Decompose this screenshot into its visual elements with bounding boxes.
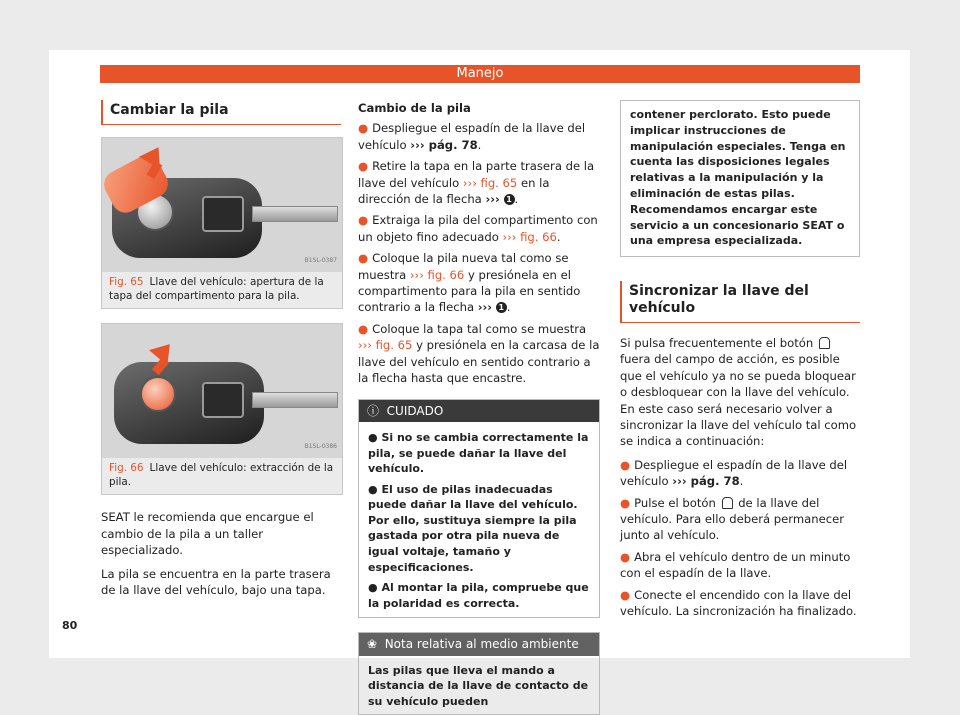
section-title-sincronizar: Sincronizar la llave del vehículo (620, 281, 860, 323)
bullet-text: Despliegue el espadín de la llave del vehículo (358, 121, 586, 152)
lock-icon (819, 337, 830, 349)
figure-code: B1SL-0386 (304, 443, 337, 450)
figure-66-image (102, 324, 342, 458)
caution-item (368, 430, 590, 477)
figure-65-image (102, 138, 342, 272)
caution-item (368, 482, 590, 576)
bullet-icon: ● (368, 430, 382, 444)
bullet-text: Coloque la pila nueva tal como se muestra (358, 251, 569, 282)
bullet-icon: ● (358, 159, 369, 174)
column-2 (358, 100, 600, 715)
bullet-text: en la dirección de la flecha (358, 175, 550, 207)
bullet-text: de la llave del vehículo. Para ello deberá permanecer junto al vehículo. (620, 495, 845, 543)
figure-65-caption-text: Llave del vehículo: apertura de la tapa del compartimento para la pila. (109, 276, 324, 302)
bullet-item (620, 495, 860, 544)
bullet-item: ● Extraiga la pila del compartimento con un objeto fino adecuado ››› fig. 66. (358, 213, 598, 244)
paragraph (620, 335, 860, 450)
figure-reference[interactable]: ››› fig. 66 (409, 267, 465, 282)
bullet-text: y presiónela en la carcasa de la llave del vehículo en sentido contrario a la flecha hasta que encastre. (358, 338, 600, 386)
key-blade-shape (252, 392, 338, 408)
bullet-text: Abra el vehículo dentro de un minuto con el espadín de la llave. (620, 549, 851, 581)
page-reference[interactable]: ››› pág. 78 (672, 474, 740, 489)
figure-code: B1SL-0387 (304, 257, 337, 264)
caution-icon: ⓘ (367, 403, 380, 418)
bullet-icon: ● (358, 213, 369, 228)
figure-reference[interactable]: ››› fig. 65 (462, 175, 518, 190)
caution-body (359, 422, 599, 618)
bullet-text: Despliegue el espadín de la llave del vehículo (620, 457, 848, 489)
caution-box (358, 399, 600, 619)
caution-text: El uso de pilas inadecuadas puede dañar la llave del vehículo. Por ello, sustituya siempre la pila gastada por otra pila nueva de igual voltaje, tamaño y especificaciones. (368, 482, 578, 574)
reference-arrows: ››› (485, 192, 500, 207)
bullet-icon: ● (620, 587, 631, 602)
environment-note-continuation: contener perclorato. Esto puede implicar instrucciones de manipulación especiales. Tenga en cuenta las disposiciones legales relativas a la manipulación y la eliminación de estas pilas. Recomendamos encargar este servicio a un concesionario SEAT o una empresa especializada. (620, 100, 860, 257)
flower-icon: ❀ (367, 637, 378, 652)
environment-note-header (359, 633, 599, 655)
bullet-text: Extraiga la pila del compartimento con un objeto fino adecuado (358, 213, 598, 244)
environment-note-body: Las pilas que lleva el mando a distancia de la llave de contacto de su vehículo pueden (368, 663, 589, 709)
figure-reference[interactable]: ››› fig. 65 (358, 338, 413, 353)
bullet-icon: ● (620, 495, 631, 510)
environment-note-box (358, 632, 600, 714)
bullet-item (620, 587, 860, 620)
bullet-icon: ● (358, 251, 369, 266)
page-number: 80 (62, 619, 78, 632)
paragraph-text: Si pulsa frecuentemente el botón (620, 335, 814, 350)
bullet-item (620, 549, 860, 582)
number-1-icon: 1 (496, 302, 507, 313)
section-banner: Manejo (100, 65, 860, 83)
key-button-shape (202, 196, 244, 232)
bullet-icon: ● (358, 321, 369, 336)
figure-65-number: Fig. 65 (109, 276, 144, 289)
paragraph-text: fuera del campo de acción, es posible que el vehículo ya no se pueda bloquear o desbloquear con la llave del vehículo. En este caso será necesario volver a sincronizar la llave del vehículo tal como se indica a continuación: (620, 352, 857, 449)
reference-arrows: ››› (477, 300, 493, 315)
figure-65 (101, 137, 343, 309)
bullet-text: y presiónela en el compartimento para la pila en sentido contrario a la flecha (358, 267, 581, 315)
figure-65-caption (102, 272, 342, 308)
bullet-text: Coloque la tapa tal como se muestra (372, 321, 587, 336)
bullet-icon: ● (368, 581, 382, 595)
caution-title: CUIDADO (386, 403, 444, 418)
lock-icon (722, 497, 733, 509)
column-3 (620, 100, 860, 624)
figure-66-caption (102, 458, 342, 494)
bullet-text: Pulse el botón (634, 495, 716, 510)
figure-66-caption-text: Llave del vehículo: extracción de la pila. (109, 462, 334, 488)
page-reference[interactable]: ››› pág. 78 (410, 137, 478, 152)
bullet-icon: ● (368, 482, 382, 496)
caution-text: Si no se cambia correctamente la pila, se puede dañar la llave del vehículo. (368, 430, 589, 476)
key-button-shape (202, 382, 244, 418)
paragraph: SEAT le recomienda que encargue el cambio de la pila a un taller especializado. (101, 510, 314, 558)
bullet-item: ● Coloque la pila nueva tal como se muestra ››› fig. 66 y presiónela en el compartimento para la pila en sentido contrario a la flecha ››› 1 . (358, 251, 581, 315)
bullet-icon: ● (620, 457, 631, 472)
number-1-icon: 1 (504, 194, 515, 205)
bullet-item (358, 321, 600, 387)
bullet-item: ● Despliegue el espadín de la llave del vehículo ››› pág. 78. (620, 457, 848, 489)
bullet-item: ● Retire la tapa en la parte trasera de la llave del vehículo ››› fig. 65 en la dirección de la flecha ››› 1 . (358, 159, 595, 207)
bullet-text: Conecte el encendido con la llave del vehículo. La sincronización ha finalizado. (620, 587, 857, 619)
caution-item (368, 580, 590, 611)
figure-reference[interactable]: ››› fig. 66 (502, 229, 557, 244)
caution-header (359, 400, 599, 422)
column-1 (101, 100, 341, 605)
caution-text: Al montar la pila, compruebe que la polaridad es correcta. (368, 581, 589, 610)
figure-66-number: Fig. 66 (109, 462, 144, 475)
bullet-item: ● Despliegue el espadín de la llave del vehículo ››› pág. 78. (358, 121, 586, 152)
figure-66 (101, 323, 343, 495)
environment-note-title: Nota relativa al medio ambiente (384, 637, 579, 652)
bullet-icon: ● (358, 121, 369, 136)
key-blade-shape (252, 206, 338, 222)
subheading: Cambio de la pila (358, 101, 471, 115)
bullet-text: Retire la tapa en la parte trasera de la llave del vehículo (358, 159, 595, 190)
bullet-icon: ● (620, 549, 631, 564)
paragraph: La pila se encuentra en la parte trasera de la llave del vehículo, bajo una tapa. (101, 566, 331, 598)
section-title-cambiar-pila: Cambiar la pila (101, 100, 341, 125)
